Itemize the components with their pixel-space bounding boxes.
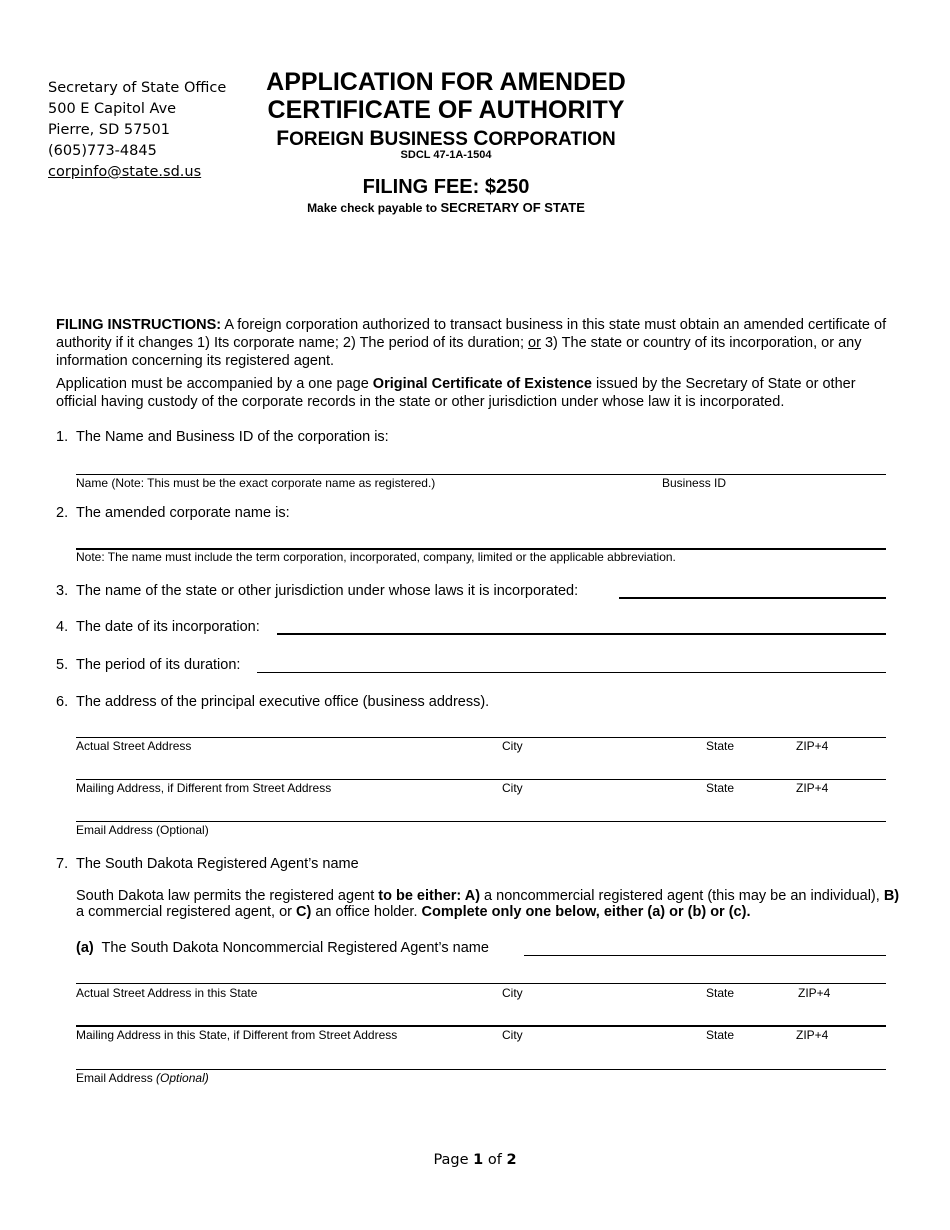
zip-caption: ZIP+4	[796, 1028, 829, 1042]
agent-email-caption: Email Address (Optional)	[76, 1071, 209, 1085]
item-7-number: 7.	[56, 856, 69, 872]
form-subtitle: FOREIGN BUSINESS CORPORATION	[276, 127, 616, 150]
item-7-question: The South Dakota Registered Agent’s name	[76, 856, 359, 872]
state-caption: State	[706, 1028, 735, 1042]
office-email-field[interactable]	[76, 821, 886, 822]
item-5-question: The period of its duration:	[76, 657, 241, 673]
item-6-number: 6.	[56, 694, 69, 710]
filing-instructions: FILING INSTRUCTIONS: A foreign corporation authorized to transact business in this state must obtain an amended certificate of authority if it changes 1) Its corporate name; 2) The period of its duration; or 3) The state or country of its incorporation, or any information concerning its registered agent.	[56, 317, 887, 369]
state-caption: State	[706, 739, 735, 753]
office-phone: (605)773-4845	[48, 143, 157, 159]
business-id-caption: Business ID	[662, 476, 727, 490]
agent-name-field[interactable]	[524, 955, 886, 956]
agent-street-field[interactable]	[76, 983, 886, 984]
city-caption: City	[502, 739, 523, 753]
item-4-number: 4.	[56, 619, 69, 635]
office-city: Pierre, SD 57501	[48, 122, 170, 138]
office-mailing-field[interactable]	[76, 779, 886, 780]
item-1-question: The Name and Business ID of the corporation is:	[76, 429, 389, 445]
agent-email-field[interactable]	[76, 1069, 886, 1070]
item-1-number: 1.	[56, 429, 69, 445]
state-caption: State	[706, 781, 735, 795]
filing-fee: FILING FEE: $250	[362, 176, 530, 198]
incorporation-date-field[interactable]	[277, 633, 886, 635]
certificate-requirement: Application must be accompanied by a one page Original Certificate of Existence issued by the Secretary of State or other official having custody of the corporate records in the state or other jurisdiction under whose law it is incorporated.	[56, 376, 856, 410]
city-caption: City	[502, 781, 523, 795]
office-email-link[interactable]: corpinfo@state.sd.us	[48, 164, 202, 180]
agent-street-caption: Actual Street Address in this State	[76, 986, 258, 1000]
duration-field[interactable]	[257, 672, 886, 673]
agent-mailing-caption: Mailing Address in this State, if Different from Street Address	[76, 1028, 398, 1042]
item-5-number: 5.	[56, 657, 69, 673]
check-payable: Make check payable to SECRETARY OF STATE	[307, 200, 585, 215]
name-note: Note: The name must include the term corporation, incorporated, company, limited or the applicable abbreviation.	[76, 550, 676, 564]
jurisdiction-field[interactable]	[619, 597, 886, 599]
item-6-question: The address of the principal executive office (business address).	[76, 694, 490, 710]
item-2-number: 2.	[56, 505, 69, 521]
office-street-field[interactable]	[76, 737, 886, 738]
agent-options-text: South Dakota law permits the registered agent to be either: A) a noncommercial registered agent (this may be an individual), B) a commercial registered agent, or C) an office holder. Complete only one below, either (a) or (b) or (c).	[76, 888, 900, 920]
zip-caption: ZIP+4	[796, 739, 829, 753]
title-line-2: CERTIFICATE OF AUTHORITY	[267, 96, 625, 124]
form-title	[230, 68, 662, 124]
street-caption: Actual Street Address	[76, 739, 192, 753]
office-address	[48, 78, 226, 183]
agent-mailing-field[interactable]	[76, 1025, 886, 1027]
zip-caption: ZIP+4	[798, 986, 831, 1000]
item-3-number: 3.	[56, 583, 69, 599]
zip-caption: ZIP+4	[796, 781, 829, 795]
office-street: 500 E Capitol Ave	[48, 101, 177, 117]
state-caption: State	[706, 986, 735, 1000]
name-caption: Name (Note: This must be the exact corporate name as registered.)	[76, 476, 436, 490]
item-7a-question: (a) The South Dakota Noncommercial Registered Agent’s name	[76, 940, 489, 956]
item-3-question: The name of the state or other jurisdiction under whose laws it is incorporated:	[76, 583, 579, 599]
city-caption: City	[502, 986, 523, 1000]
item-2-question: The amended corporate name is:	[76, 505, 290, 521]
city-caption: City	[502, 1028, 523, 1042]
office-name: Secretary of State Office	[48, 80, 227, 96]
page-number: Page 1 of 2	[433, 1152, 517, 1168]
mailing-caption: Mailing Address, if Different from Street Address	[76, 781, 332, 795]
title-line-1: APPLICATION FOR AMENDED	[266, 68, 626, 96]
corporation-name-field[interactable]	[76, 474, 886, 475]
item-4-question: The date of its incorporation:	[76, 619, 260, 635]
statute-reference: SDCL 47-1A-1504	[400, 149, 492, 161]
email-caption: Email Address (Optional)	[76, 823, 209, 837]
